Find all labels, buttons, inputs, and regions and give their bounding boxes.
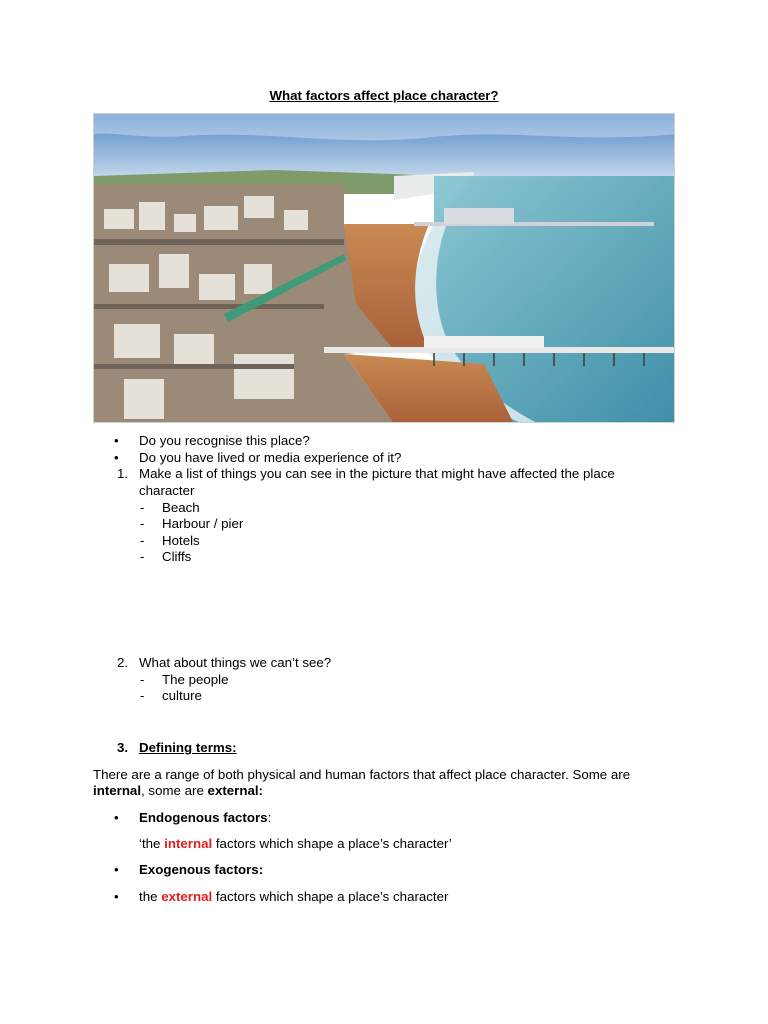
q1-item-hotels: Hotels	[162, 533, 200, 548]
endogenous-colon: :	[267, 810, 272, 825]
q1-number: 1.	[117, 466, 129, 481]
endogenous-definition	[139, 836, 452, 852]
q1-item-harbour: Harbour / pier	[162, 516, 244, 531]
endogenous-label: Endogenous factors	[139, 810, 268, 825]
dash-marker: -	[140, 500, 145, 515]
q3-number: 3.	[117, 740, 129, 755]
q1-text-line1: Make a list of things you can see in the picture that might have affected the place	[139, 466, 615, 481]
q2-text: What about things we can’t see?	[139, 655, 332, 670]
exogenous-heading: Exogenous factors:	[139, 862, 264, 877]
bullet-marker: •	[114, 889, 119, 904]
endogenous-def-post: factors which shape a place’s character’	[212, 836, 452, 851]
endogenous-heading	[139, 810, 271, 826]
q1-item-cliffs: Cliffs	[162, 549, 192, 564]
q2-number: 2.	[117, 655, 129, 670]
internal-term: internal	[93, 783, 142, 798]
q1-item-beach: Beach	[162, 500, 200, 515]
q2-item-people: The people	[162, 672, 229, 687]
dash-marker: -	[140, 533, 145, 548]
exogenous-def-keyword: external	[161, 889, 213, 904]
bullet-recognise: Do you recognise this place?	[139, 433, 310, 448]
bullet-marker: •	[114, 433, 119, 448]
dash-marker: -	[140, 516, 145, 531]
q2-item-culture: culture	[162, 688, 202, 703]
bullet-experience: Do you have lived or media experience of it?	[139, 450, 402, 465]
dash-marker: -	[140, 672, 145, 687]
endogenous-def-pre: ‘the	[139, 836, 165, 851]
bullet-marker: •	[114, 810, 119, 825]
dash-marker: -	[140, 549, 145, 564]
exogenous-def-pre: the	[139, 889, 162, 904]
page-title: What factors affect place character?	[269, 88, 499, 103]
q1-text-line2: character	[139, 483, 195, 498]
q3-heading: Defining terms:	[139, 740, 237, 755]
intro-mid-text: , some are	[141, 783, 208, 798]
bullet-marker: •	[114, 862, 119, 877]
coastal-town-photo	[93, 113, 675, 423]
endogenous-def-keyword: internal	[164, 836, 213, 851]
bullet-marker: •	[114, 450, 119, 465]
intro-paragraph-line1: There are a range of both physical and human factors that affect place character. Some are	[93, 767, 631, 782]
intro-paragraph-line2	[93, 783, 263, 799]
dash-marker: -	[140, 688, 145, 703]
exogenous-definition	[139, 889, 448, 905]
external-term: external:	[207, 783, 263, 798]
exogenous-def-post: factors which shape a place’s character	[212, 889, 449, 904]
